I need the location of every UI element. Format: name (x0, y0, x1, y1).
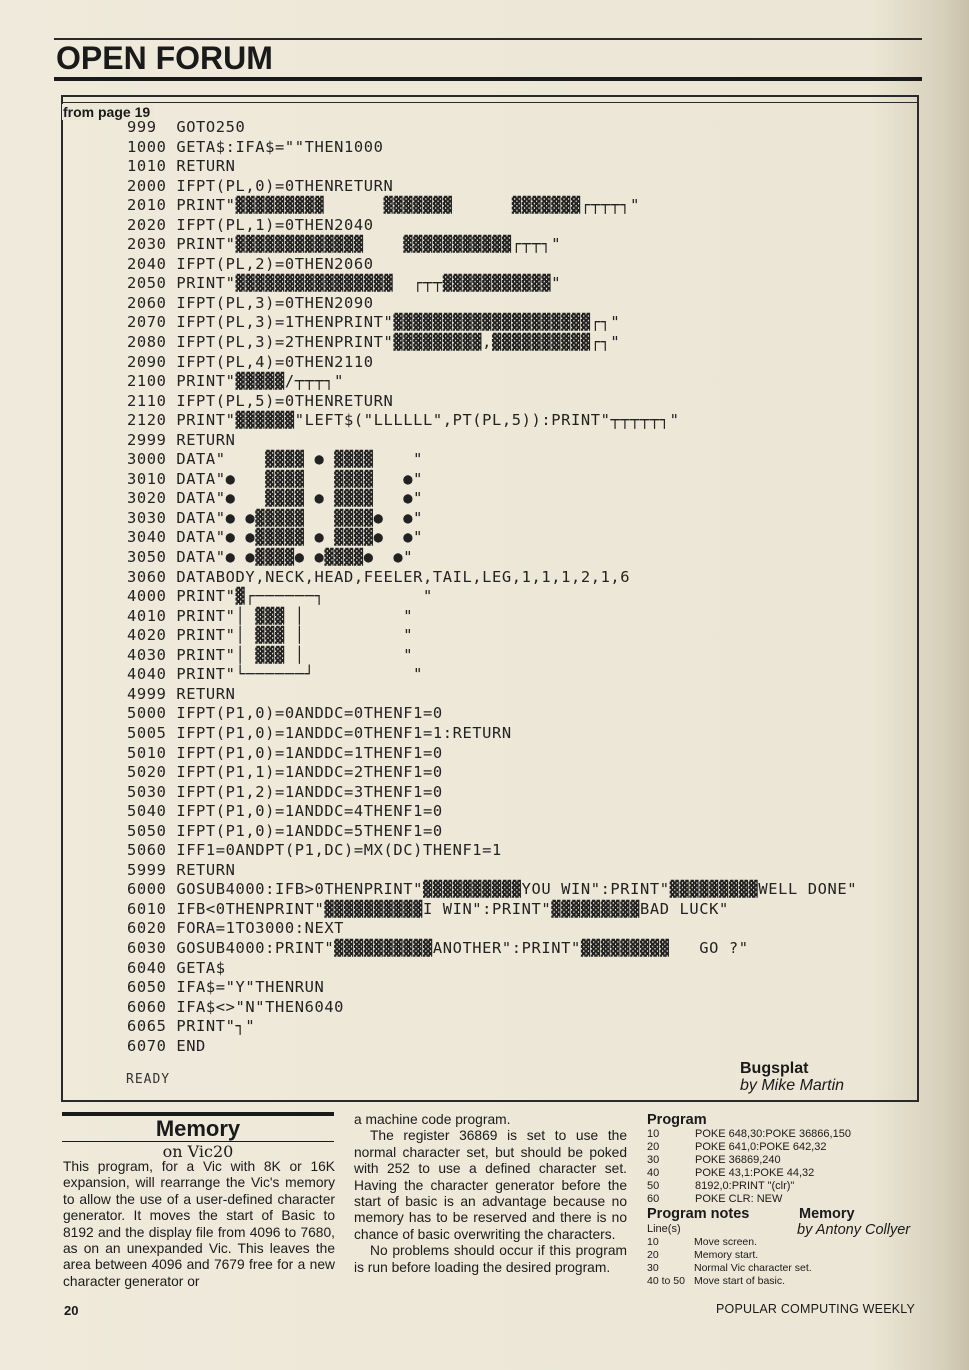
listing-line: 6020 FORA=1TO3000:NEXT (127, 919, 345, 938)
listing-line: 2110 IFPT(PL,5)=0THENRETURN (127, 391, 394, 410)
notes-heading: Program notes (647, 1206, 750, 1222)
note-text: Normal Vic character set. (694, 1261, 812, 1274)
listing-line: 6070 END (127, 1036, 206, 1055)
listing-line: 4000 PRINT"▓┌──────┐ " (127, 587, 433, 606)
program-row (647, 1141, 851, 1154)
program-line-number: 60 (647, 1192, 660, 1205)
program-code: POKE 43,1:POKE 44,32 (695, 1166, 815, 1179)
program-code: POKE CLR: NEW (695, 1192, 783, 1205)
memory-heading: Memory (799, 1206, 855, 1222)
article-paragraph: The register 36869 is set to use the normal character set, but should be poked with 252 to use a defined character set. Having the character generator before the start of basic is an advantage because no memory has to be reserved and there is no chance of basic overwriting the characters. (354, 1128, 627, 1242)
listing-line: 6030 GOSUB4000:PRINT"▓▓▓▓▓▓▓▓▓▓ANOTHER":PRINT"▓▓▓▓▓▓▓▓▓ GO ?" (127, 938, 749, 957)
listing-line: 5020 IFPT(P1,1)=1ANDDC=2THENF1=0 (127, 763, 443, 782)
listing-line: 3050 DATA"● ●▓▓▓▓● ●▓▓▓▓● ●" (127, 548, 414, 567)
program-code: POKE 36869,240 (695, 1153, 781, 1166)
listing-line: 6065 PRINT"┐" (127, 1017, 256, 1036)
program-line-number: 20 (647, 1140, 660, 1153)
listing-line: 5999 RETURN (127, 860, 236, 879)
listing-line: 4010 PRINT"│ ▓▓▓ │ " (127, 606, 414, 625)
listing-line: 5040 IFPT(P1,0)=1ANDDC=4THENF1=0 (127, 802, 443, 821)
note-row (647, 1249, 812, 1262)
page-number: 20 (64, 1303, 79, 1318)
from-page-label: from page 19 (62, 104, 153, 120)
article-paragraph: a machine code program. (354, 1112, 511, 1127)
listing-line: 2000 IFPT(PL,0)=0THENRETURN (127, 176, 394, 195)
listing-line: 5060 IFF1=0ANDPT(P1,DC)=MX(DC)THENF1=1 (127, 841, 502, 860)
listing-line: 1000 GETA$:IFA$=""THEN1000 (127, 137, 384, 156)
title-rule (54, 77, 922, 81)
article-paragraph: No problems should occur if this program is run before loading the desired program. (354, 1243, 627, 1275)
listing-line: 5005 IFPT(P1,0)=1ANDDC=0THENF1=1:RETURN (127, 723, 512, 742)
listing-line: 2050 PRINT"▓▓▓▓▓▓▓▓▓▓▓▓▓▓▓▓ ┌┬┬▓▓▓▓▓▓▓▓▓▓▓" (127, 274, 562, 293)
listing-line: 6010 IFB<0THENPRINT"▓▓▓▓▓▓▓▓▓▓I WIN":PRINT"▓▓▓▓▓▓▓▓▓BAD LUCK" (127, 899, 729, 918)
note-text: Move screen. (694, 1236, 758, 1248)
listing-line: 1010 RETURN (127, 157, 236, 176)
listing-line: 2090 IFPT(PL,4)=0THEN2110 (127, 352, 374, 371)
lines-label: Line(s) (647, 1223, 681, 1235)
article-author: by Antony Collyer (797, 1222, 911, 1238)
listing-line: 2030 PRINT"▓▓▓▓▓▓▓▓▓▓▓▓▓ ▓▓▓▓▓▓▓▓▓▓▓┌┬┬┐" (127, 235, 562, 254)
publication-name: POPULAR COMPUTING WEEKLY (716, 1302, 916, 1316)
program-row (647, 1154, 851, 1167)
listing-line: 4020 PRINT"│ ▓▓▓ │ " (127, 626, 414, 645)
listing-line: 2040 IFPT(PL,2)=0THEN2060 (127, 254, 374, 273)
listing-line: 6040 GETA$ (127, 958, 226, 977)
listing-line: 2100 PRINT"▓▓▓▓▓/┬┬┬┐" (127, 372, 345, 391)
note-row (647, 1236, 812, 1249)
listing-line: 2999 RETURN (127, 430, 236, 449)
article-column-1: This program, for a Vic with 8K or 16K expansion, will rearrange the Vic's memory to allow the use of a user-defined character generator. It moves the start of Basic to 8192 and the display file from 4096 to 7680, as on an unexpanded Vic. This leaves the area between 4096 and 7679 free for a new character generator or (63, 1159, 335, 1289)
listing-line: 3060 DATABODY,NECK,HEAD,FEELER,TAIL,LEG,1,1,1,2,1,6 (127, 567, 631, 586)
listing-line: 5050 IFPT(P1,0)=1ANDDC=5THENF1=0 (127, 821, 443, 840)
listing-author: by Mike Martin (740, 1077, 845, 1094)
listing-line: 4999 RETURN (127, 684, 236, 703)
listing-line: 999 GOTO250 (127, 118, 246, 136)
listing-line: 4030 PRINT"│ ▓▓▓ │ " (127, 645, 414, 664)
listing-line: 3000 DATA" ▓▓▓▓ ● ▓▓▓▓ " (127, 450, 423, 469)
article-subtitle: on Vic20 (162, 1142, 234, 1161)
note-line-number: 30 (647, 1261, 659, 1274)
program-heading: Program (647, 1112, 707, 1128)
program-row (647, 1193, 851, 1206)
listing-line: 6000 GOSUB4000:IFB>0THENPRINT"▓▓▓▓▓▓▓▓▓▓YOU WIN":PRINT"▓▓▓▓▓▓▓▓▓WELL DONE" (127, 880, 858, 899)
program-code: POKE 648,30:POKE 36866,150 (695, 1128, 851, 1140)
program-row (647, 1180, 851, 1193)
listing-line: 3010 DATA"● ▓▓▓▓ ▓▓▓▓ ●" (127, 469, 423, 488)
listing-line: 3020 DATA"● ▓▓▓▓ ● ▓▓▓▓ ●" (127, 489, 423, 508)
ready-prompt: READY (126, 1072, 171, 1087)
note-text: Memory start. (694, 1248, 759, 1261)
listing-line: 5000 IFPT(P1,0)=0ANDDC=0THENF1=0 (127, 704, 443, 723)
program-row (647, 1128, 851, 1141)
listing-line: 5030 IFPT(P1,2)=1ANDDC=3THENF1=0 (127, 782, 443, 801)
listing-line: 2010 PRINT"▓▓▓▓▓▓▓▓▓ ▓▓▓▓▓▓▓ ▓▓▓▓▓▓▓┌┬┬┬┐" (127, 196, 641, 215)
listing-line: 2120 PRINT"▓▓▓▓▓▓"LEFT$("LLLLLL",PT(PL,5)):PRINT"┬┬┬┬┬┐" (127, 411, 680, 430)
program-code: 8192,0:PRINT "(clr)" (695, 1179, 795, 1192)
listing-line: 2070 IFPT(PL,3)=1THENPRINT"▓▓▓▓▓▓▓▓▓▓▓▓▓▓▓▓▓▓▓▓┌┐" (127, 313, 621, 332)
program-table (647, 1128, 851, 1205)
listing-line: 3030 DATA"● ●▓▓▓▓▓ ▓▓▓▓● ●" (127, 508, 423, 527)
article-title: Memory (155, 1116, 241, 1141)
listing-line: 3040 DATA"● ●▓▓▓▓▓ ● ▓▓▓▓● ●" (127, 528, 423, 547)
listing-line: 2020 IFPT(PL,1)=0THEN2040 (127, 215, 374, 234)
listing-box-inner-rule (61, 102, 918, 103)
listing-title: Bugsplat (740, 1060, 809, 1077)
program-line-number: 30 (647, 1153, 660, 1166)
article-column-2 (354, 1112, 627, 1276)
program-listing (127, 118, 857, 1056)
notes-table (647, 1236, 812, 1288)
section-title: OPEN FORUM (56, 40, 273, 76)
program-code: POKE 641,0:POKE 642,32 (695, 1140, 827, 1153)
listing-line: 4040 PRINT"└──────┘ " (127, 665, 423, 684)
program-line-number: 10 (647, 1128, 660, 1140)
note-line-number: 40 to 50 (647, 1274, 685, 1287)
note-line-number: 20 (647, 1248, 659, 1261)
program-line-number: 40 (647, 1166, 660, 1179)
program-row (647, 1167, 851, 1180)
note-row (647, 1275, 812, 1288)
listing-line: 2060 IFPT(PL,3)=0THEN2090 (127, 293, 374, 312)
listing-line: 6060 IFA$<>"N"THEN6040 (127, 997, 345, 1016)
note-text: Move start of basic. (694, 1274, 786, 1287)
note-line-number: 10 (647, 1236, 659, 1248)
listing-line: 2080 IFPT(PL,3)=2THENPRINT"▓▓▓▓▓▓▓▓▓,▓▓▓▓▓▓▓▓▓▓┌┐" (127, 333, 621, 352)
listing-line: 5010 IFPT(P1,0)=1ANDDC=1THENF1=0 (127, 743, 443, 762)
listing-line: 6050 IFA$="Y"THENRUN (127, 978, 325, 997)
note-row (647, 1262, 812, 1275)
program-line-number: 50 (647, 1179, 660, 1192)
